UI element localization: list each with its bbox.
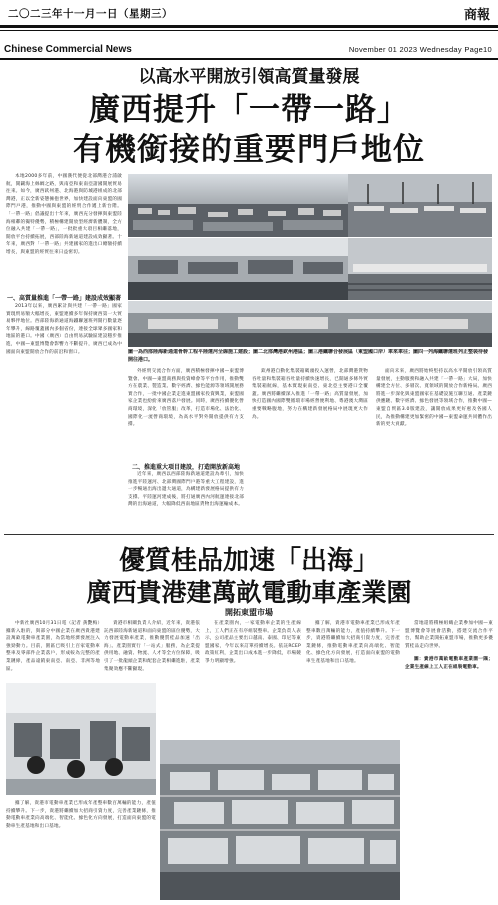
article1-col3-text: 欽州港自動化集裝箱碼頭投入運營，北部灣港貨物吞吐量和集裝箱吞吐量持續快速增長，已開通多條外貿集裝箱航線，基本實現東南亞、東北亞主要港口全覆蓋。廣西將繼續深入推進「一帶一路」高質量發展，加快打造國內國際雙循環市場經營便利地、粵港澳大灣區重要戰略腹地，努力在構建新發展格局中展現更大作為。 bbox=[252, 369, 368, 420]
railway-image bbox=[348, 238, 492, 300]
article2-headline-line2: 廣西貴港建萬畝電動車產業園 bbox=[86, 578, 412, 607]
article2-col2-text: 貴港市相關負責人介紹，近年來，貴港依託西部陸海新通道和面向東盟的區位優勢，大力發展電動車產業，推動優質桂品加速「出海」。產業園實行「一站式」服務，為企業提供用地、融資、物流、人才等全方位保障，吸引了一批龍頭企業和配套企業相繼進駐，產業集聚效應不斷顯現。 bbox=[104, 621, 200, 672]
article1-kicker: 以高水平開放引領高質量發展 bbox=[138, 67, 360, 87]
masthead-rule-top bbox=[0, 25, 498, 28]
article1-headline-line2: 有機銜接的重要門戶地位 bbox=[73, 132, 425, 168]
article2-headline-line1: 優質桂品加速「出海」 bbox=[118, 546, 379, 576]
article1-col1 bbox=[6, 173, 122, 291]
article2-col1 bbox=[6, 620, 100, 680]
article1-photo-highway bbox=[128, 301, 492, 347]
container-terminal-image bbox=[348, 174, 492, 237]
article2-col1-text-cont: 據了解，貴港市電動車產業已形成年產整車數百萬輛的能力，產值持續攀升。下一步，貴港將繼續加大招商引資力度，完善產業鏈條，推動電動車產業向高端化、智能化、綠色化方向發展，打造面向東盟的電動車生產基地和出口基地。 bbox=[6, 801, 156, 829]
article1-col4 bbox=[376, 368, 492, 529]
article2-col1b bbox=[6, 800, 156, 900]
article2-col5-text: 當地還將積極組織企業參加中國—東盟博覽會等展會活動，搭建交流合作平台，幫助企業開拓東盟市場，推動更多優質桂品走向世界。 bbox=[405, 621, 493, 649]
article2-subhead: 開拓東盟市場 bbox=[225, 608, 273, 617]
masthead-rule-bottom bbox=[0, 58, 498, 60]
article1-col3 bbox=[252, 368, 368, 529]
port-aerial-image bbox=[128, 174, 348, 237]
article1-col2-text2: 近年來，廣西以西部陸海新通道建設為牽引，加快推進平陸運河、北部灣國際門戶港等重大工程建設，進一步暢通出海出邊大通道，為構建新發展格局提供有力支撐。平陸運河建成後，將打通廣西內河航運連接北部灣的出海通道，大幅降低西南地區貨物出海運輸成本。 bbox=[128, 472, 244, 508]
article1-photo-railway bbox=[348, 238, 492, 300]
article2-col5 bbox=[405, 620, 493, 900]
article1-col4-text: 面向未來，廣西將始終堅持以高水平開放引領高質量發展，主動服務和融入共建「一帶一路」大局，加快構建全方位、多層次、寬領域的開放合作新格局。廣西將進一步深化與東盟國家在基礎設施互聯互通、產業鏈供應鏈、數字經濟、綠色發展等領域合作，推動中國—東盟自貿區3.0版建設，讓開放成果更好惠及各國人民，為推動構建更加緊密的中國—東盟命運共同體作出新的更大貢獻。 bbox=[376, 369, 492, 428]
port-wide-image bbox=[128, 238, 348, 300]
article1-col1-text: 本地2000多年前，中國漢代便從北部灣港合浦啟航，開闢海上絲綢之路，與南亞和東南亞諸國開展貿易往來。如今，廣西欽州港、北海港與防城港組成的北部灣港，正以全新姿態擁抱世界，加快建設面向東盟的國際門戶港，推動中國與東盟的經貿合作邁上新台階。「一帶一路」倡議提出十年來，廣西充分發揮與東盟陸海相鄰的獨特優勢，積極構建開放型經濟新體制，全方位融入共建「一帶一路」，一批批重大項目相繼落地，開放平台持續拓展，西部陸海新通道建設成效顯著。十年來，廣西對「一帶一路」共建國家的進出口總額持續增長，與東盟的經貿往來日益密切。 bbox=[6, 174, 122, 255]
article1-headline-line1: 廣西提升「一帶一路」 bbox=[89, 92, 409, 128]
article2-col3 bbox=[205, 620, 301, 738]
article1-photo-caption: 圖一為西部陸海新通道骨幹工程平陸運河全線施工建設；圖二北部灣港欽州港區；圖三港鐵聯合發展區（東盟國口岸）車來車往；圖四一列海鐵聯運班列正整裝待發開往港口。 bbox=[128, 349, 489, 363]
paper-date-en: November 01 2023 Wednesday Page10 bbox=[348, 45, 492, 54]
article2-photo-industrial-park bbox=[160, 740, 400, 900]
article1-col1-text2: 2013年以來，廣西累計與共建「一帶一路」國家實現貿易額大幅增長，東盟連續多年保持廣西第一大貿易夥伴地位。西部陸海新通道海鐵聯運班列開行數量逐年攀升，線路覆蓋國內多個省份，連接全球眾多國家和地區的港口。中國（廣西）自由貿易試驗區建設穩步推進，中國—東盟博覽會影響力不斷提升，廣西已成為中國面向東盟開放合作的前沿和窗口。 bbox=[6, 304, 122, 355]
article1-col2b bbox=[128, 471, 244, 529]
factory-workers-image bbox=[6, 683, 156, 795]
section-divider bbox=[4, 534, 494, 535]
article2-col1-text: 中新社廣西10月31日電（記者 黃艷梅）據新入駐的，與部分中國企業在廣西貴港建設萬畝電動車產業園，為當地經濟發展注入強勁動力。目前，園區已吸引上百家電動車整車及零部件企業落戶，形成較為完整的產業鏈條，產品遠銷東南亞、南亞、非洲等地區。 bbox=[6, 621, 100, 672]
article1-col2-subhead: 二、推進重大項目建設，打造開放新高地 bbox=[131, 464, 240, 471]
industrial-park-image bbox=[160, 740, 400, 900]
masthead-rule-mid bbox=[0, 30, 498, 31]
highway-image bbox=[128, 301, 492, 347]
article1-photo-terminal bbox=[348, 174, 492, 237]
article2-col3-text: 在產業園內，一家電動車企業的生產線上，工人們正在有序組裝整車。企業負責人表示，公司產品主要出口越南、泰國、印尼等東盟國家，今年以來訂單持續增長。依託RCEP政策紅利，企業出口成本進一步降低，市場競爭力明顯增強。 bbox=[205, 621, 301, 664]
masthead-date: 二〇二三年十一月一日（星期三） bbox=[8, 8, 173, 20]
article2-photo-factory bbox=[6, 683, 156, 795]
article2-col4 bbox=[306, 620, 400, 738]
article1-col1-subhead: 一、高質量推進「一帶一路」建設成效顯著 bbox=[6, 295, 121, 302]
article1-col2 bbox=[128, 368, 244, 460]
article1-photo-port-wide bbox=[128, 238, 348, 300]
article2-side-caption: 圖：貴港市萬畝電動車產業園一隅；企業生產線上工人正在組裝電動車。 bbox=[405, 657, 493, 670]
article1-col2-text: 外經貿交流合作方面，廣西積極發揮中國—東盟博覽會、中國—東盟商務與投資峰會等平台作用，推動雙方在農業、製造業、數字經濟、綠色能源等領域開展務實合作，一批中國企業走進東盟國家投資興業，東盟國家企業也紛紛來廣西落戶發展。同時，廣西持續優化營商環境，深化「放管服」改革，打造市場化、法治化、國際化一流營商環境，為高水平對外開放提供有力支撐。 bbox=[128, 369, 244, 428]
article1-photo-port-top bbox=[128, 174, 348, 237]
article2-col4-text: 據了解，貴港市電動車產業已形成年產整車數百萬輛的能力，產值持續攀升。下一步，貴港將繼續加大招商引資力度，完善產業鏈條，推動電動車產業向高端化、智能化、綠色化方向發展，打造面向東盟的電動車生產基地和出口基地。 bbox=[306, 621, 400, 664]
masthead-logo: 商報 bbox=[463, 8, 490, 23]
paper-name-en: Chinese Commercial News bbox=[4, 44, 132, 55]
article1-col1b bbox=[6, 303, 122, 529]
